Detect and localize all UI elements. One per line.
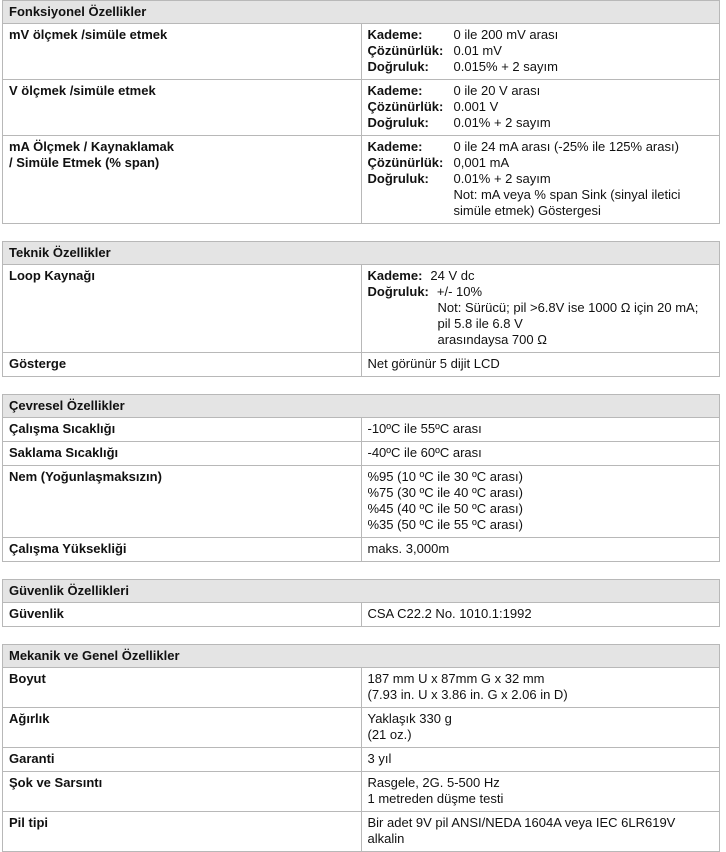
row-value-display: Net görünür 5 dijit LCD	[361, 353, 720, 377]
shock-line: 1 metreden düşme testi	[367, 791, 504, 806]
table-row	[3, 80, 720, 136]
spec-key: Doğruluk:	[367, 171, 429, 186]
row-label-display: Gösterge	[3, 353, 362, 377]
table-row	[3, 603, 720, 627]
table-row	[3, 748, 720, 772]
row-label-line: / Simüle Etmek (% span)	[9, 155, 160, 170]
row-value-loop	[361, 265, 720, 353]
table-row	[3, 442, 720, 466]
row-label-v: V ölçmek /simüle etmek	[3, 80, 362, 136]
size-line: (7.93 in. U x 3.86 in. G x 2.06 in D)	[367, 687, 568, 702]
spec-note: Not: mA veya % span Sink (sinyal iletici simüle etmek) Göstergesi	[453, 187, 681, 218]
spec-key: Kademe:	[367, 268, 423, 283]
spec-key: Doğruluk:	[367, 115, 429, 130]
spec-note	[368, 300, 714, 348]
table-row	[3, 538, 720, 562]
row-label-weight: Ağırlık	[3, 708, 362, 748]
spec-key: Doğruluk:	[367, 59, 429, 74]
humidity-line: %75 (30 ºC ile 40 ºC arası)	[367, 485, 523, 500]
spec-value: 0.01% + 2 sayım	[453, 115, 551, 130]
row-value-safety: CSA C22.2 No. 1010.1:1992	[361, 603, 720, 627]
weight-line: (21 oz.)	[367, 727, 412, 742]
table-row	[3, 136, 720, 224]
section-title-safety: Güvenlik Özellikleri	[3, 580, 720, 603]
table-row	[3, 418, 720, 442]
row-value-warranty: 3 yıl	[361, 748, 720, 772]
spec-key: Çözünürlük:	[367, 155, 444, 170]
row-value-mv	[361, 24, 720, 80]
table-row	[3, 708, 720, 748]
spec-value: 0 ile 20 V arası	[453, 83, 541, 98]
spec-value: 0.015% + 2 sayım	[453, 59, 558, 74]
technical-specs-table	[2, 241, 720, 377]
shock-line: Rasgele, 2G. 5-500 Hz	[367, 775, 500, 790]
humidity-line: %45 (40 ºC ile 50 ºC arası)	[367, 501, 523, 516]
spec-value: 0.01% + 2 sayım	[453, 171, 551, 186]
table-row	[3, 668, 720, 708]
row-value-operating-temp: -10ºC ile 55ºC arası	[361, 418, 720, 442]
spec-key: Kademe:	[367, 83, 423, 98]
size-line: 187 mm U x 87mm G x 32 mm	[367, 671, 545, 686]
row-value-weight	[361, 708, 720, 748]
row-value-shock	[361, 772, 720, 812]
spec-note-line: arasındaysa 700 Ω	[437, 332, 547, 347]
section-title-mechanical: Mekanik ve Genel Özellikler	[3, 645, 720, 668]
spec-note-line: Not: Sürücü; pil >6.8V ise 1000 Ω için 20 mA; pil 5.8 ile 6.8 V	[437, 300, 699, 331]
row-label-line: mA Ölçmek / Kaynaklamak	[9, 139, 174, 154]
spec-key: Çözünürlük:	[367, 99, 444, 114]
section-title-environmental: Çevresel Özellikler	[3, 395, 720, 418]
row-label-size: Boyut	[3, 668, 362, 708]
row-value-humidity	[361, 466, 720, 538]
table-row	[3, 353, 720, 377]
humidity-line: %95 (10 ºC ile 30 ºC arası)	[367, 469, 523, 484]
row-value-ma	[361, 136, 720, 224]
table-row	[3, 265, 720, 353]
spec-value: 0,001 mA	[453, 155, 510, 170]
row-value-storage-temp: -40ºC ile 60ºC arası	[361, 442, 720, 466]
section-title-functional: Fonksiyonel Özellikler	[3, 1, 720, 24]
row-label-warranty: Garanti	[3, 748, 362, 772]
spec-value: +/- 10%	[436, 284, 483, 299]
row-label-shock: Şok ve Sarsıntı	[3, 772, 362, 812]
row-label-safety: Güvenlik	[3, 603, 362, 627]
row-value-battery: Bir adet 9V pil ANSI/NEDA 1604A veya IEC 6LR619V alkalin	[361, 812, 720, 852]
spec-key: Kademe:	[367, 27, 423, 42]
humidity-line: %35 (50 ºC ile 55 ºC arası)	[367, 517, 523, 532]
row-value-size	[361, 668, 720, 708]
spec-key: Doğruluk:	[367, 284, 429, 299]
row-label-battery: Pil tipi	[3, 812, 362, 852]
safety-specs-table	[2, 579, 720, 627]
table-row	[3, 466, 720, 538]
table-row	[3, 772, 720, 812]
specifications-document	[2, 0, 724, 852]
table-row	[3, 812, 720, 852]
functional-specs-table	[2, 0, 720, 224]
spec-value: 0 ile 200 mV arası	[453, 27, 559, 42]
spec-key: Kademe:	[367, 139, 423, 154]
row-label-storage-temp: Saklama Sıcaklığı	[3, 442, 362, 466]
row-label-operating-temp: Çalışma Sıcaklığı	[3, 418, 362, 442]
row-value-altitude: maks. 3,000m	[361, 538, 720, 562]
mechanical-specs-table	[2, 644, 720, 852]
section-title-technical: Teknik Özellikler	[3, 242, 720, 265]
row-label-mv: mV ölçmek /simüle etmek	[3, 24, 362, 80]
row-label-humidity: Nem (Yoğunlaşmaksızın)	[3, 466, 362, 538]
row-label-loop: Loop Kaynağı	[3, 265, 362, 353]
row-label-altitude: Çalışma Yüksekliği	[3, 538, 362, 562]
spec-value: 0.01 mV	[453, 43, 502, 58]
row-value-v	[361, 80, 720, 136]
spec-value: 0 ile 24 mA arası (-25% ile 125% arası)	[453, 139, 679, 154]
spec-key: Çözünürlük:	[367, 43, 444, 58]
table-row	[3, 24, 720, 80]
weight-line: Yaklaşık 330 g	[367, 711, 452, 726]
environmental-specs-table	[2, 394, 720, 562]
spec-value: 24 V dc	[430, 268, 475, 283]
spec-value: 0.001 V	[453, 99, 499, 114]
row-label-ma	[3, 136, 362, 224]
